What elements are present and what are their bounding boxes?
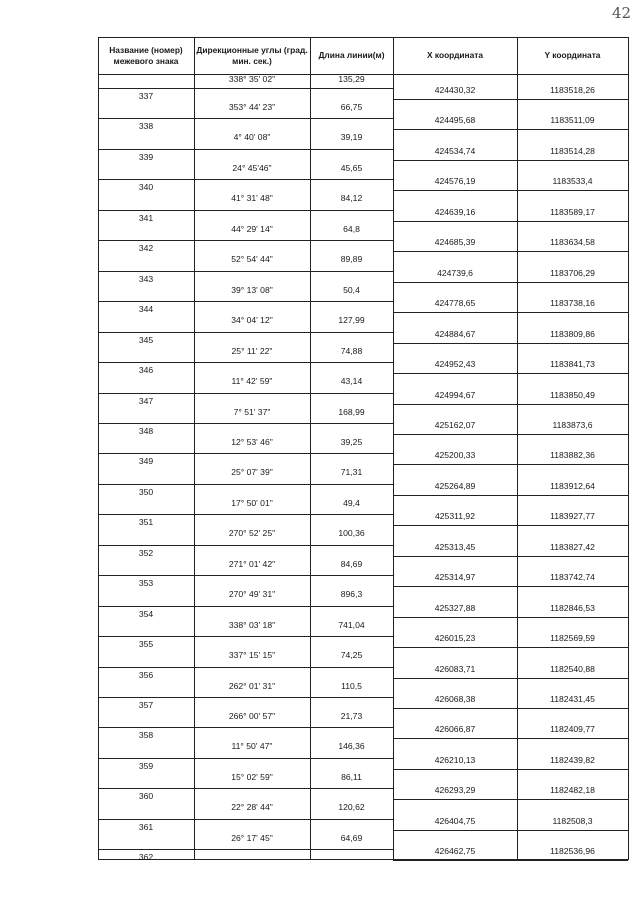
table-row-line [393,708,628,709]
x-coordinate-cell: 424884,67 [434,328,476,339]
x-coordinate-cell: 425313,45 [434,541,476,552]
y-coordinate-cell: 1183850,49 [550,389,595,400]
y-coordinate-cell: 1182536,96 [550,846,595,857]
angle-cell: 15° 02' 59" [231,771,273,782]
table-row-line [98,179,393,180]
first-segment-angle: 338° 35' 02" [228,74,276,84]
first-segment-length: 135,29 [338,74,365,84]
y-coordinate-cell: 1183589,17 [550,206,595,217]
table-row-line [98,636,393,637]
length-cell: 50,4 [343,284,360,295]
length-cell: 146,36 [338,741,365,752]
y-coordinate-cell: 1183809,86 [550,328,595,339]
x-coordinate-cell: 425200,33 [434,450,476,461]
table-row-line [98,210,393,211]
table-column-line [310,37,311,860]
marker-cell: 340 [138,182,154,193]
length-cell: 100,36 [338,528,365,539]
page-number: 42 [612,4,632,22]
table-row-line [98,301,393,302]
table-row-line [393,830,628,831]
angle-cell: 24° 45'46" [232,162,272,173]
table-row-line [393,495,628,496]
y-coordinate-cell: 1182439,82 [550,754,595,765]
angle-cell: 25° 11' 22" [231,345,273,356]
table-row-line [98,271,393,272]
length-cell: 74,25 [340,650,363,661]
y-coordinate-cell: 1182569,59 [550,633,595,644]
angle-cell: 7° 51' 37" [233,406,271,417]
y-coordinate-cell: 1183518,26 [550,85,595,95]
table-row-line [98,118,393,119]
y-coordinate-cell: 1183706,29 [550,267,595,278]
table-row-line [98,606,393,607]
x-coordinate-cell: 424576,19 [434,176,476,187]
length-cell: 84,69 [340,558,363,569]
table-row-line [393,556,628,557]
angle-cell: 11° 50' 47" [231,741,273,752]
marker-cell: 358 [138,730,154,741]
x-coordinate-cell: 426462,75 [434,846,476,857]
x-coordinate-cell: 424430,32 [434,85,476,95]
marker-cell: 350 [138,486,154,497]
x-coordinate-cell: 426015,23 [434,633,476,644]
angle-cell: 11° 42' 59" [231,376,273,387]
x-coordinate-cell: 426083,71 [434,663,476,674]
table-row-line [393,404,628,405]
angle-cell: 337° 15' 15" [228,650,276,661]
length-cell: 21,73 [340,711,363,721]
table-row-line [393,434,628,435]
y-coordinate-cell: 1183533,4 [552,176,593,187]
angle-cell: 353° 44' 23" [228,102,276,112]
marker-cell: 348 [138,425,154,436]
angle-cell: 41° 31' 48" [231,193,273,204]
angle-cell: 17° 50' 01" [231,497,273,508]
table-row-line [98,545,393,546]
x-coordinate-cell: 426068,38 [434,694,476,704]
x-coordinate-cell: 425311,92 [435,511,475,522]
table-row-line [98,332,393,333]
y-coordinate-cell: 1182409,77 [550,724,595,735]
marker-cell: 356 [138,669,154,680]
table-row-line [98,37,628,38]
table-row-line [393,617,628,618]
header-x: X координата [426,50,484,60]
marker-cell: 351 [138,517,154,528]
table-row-line [393,373,628,374]
table-row-line [98,849,393,850]
length-cell: 120,62 [338,802,365,813]
angle-cell: 266° 00' 57" [228,711,276,721]
angle-cell: 262° 01' 31" [228,680,276,691]
marker-cell: 338 [138,121,154,132]
header-y: Y координата [544,50,601,60]
y-coordinate-cell: 1183738,16 [550,298,595,309]
table-row-line [393,586,628,587]
marker-cell: 361 [138,821,154,832]
length-cell: 39,25 [340,436,363,447]
angle-cell: 44° 29' 14" [231,223,273,234]
angle-cell: 34° 04' 12" [231,315,273,326]
length-cell: 896,3 [340,589,363,600]
table-row-line [98,453,393,454]
table-row-line [393,343,628,344]
marker-cell: 352 [138,547,154,558]
x-coordinate-cell: 426066,87 [434,724,476,735]
length-cell: 64,69 [340,832,363,843]
length-cell: 110,5 [341,680,362,691]
y-coordinate-cell: 1182431,45 [550,694,595,704]
table-row-line [98,423,393,424]
y-coordinate-cell: 1183634,58 [550,237,595,248]
x-coordinate-cell: 424685,39 [434,237,476,248]
y-coordinate-cell: 1183841,73 [550,359,595,370]
table-row-line [98,819,393,820]
angle-cell: 270° 52' 25" [228,528,276,539]
table-row-line [393,860,628,861]
length-cell: 64,8 [343,223,360,234]
length-cell: 45,65 [340,162,363,173]
angle-cell: 4° 40' 08" [233,132,271,143]
table-row-line [393,99,628,100]
y-coordinate-cell: 1183882,36 [550,450,595,461]
marker-cell: 349 [138,456,154,467]
table-row-line [393,769,628,770]
length-cell: 43,14 [340,376,363,387]
marker-cell: 339 [138,151,154,162]
table-row-line [98,575,393,576]
angle-cell: 26° 17' 45" [231,832,273,843]
y-coordinate-cell: 1183511,09 [550,115,595,126]
marker-cell: 345 [138,334,154,345]
length-cell: 71,31 [340,467,363,478]
table-column-line [194,37,195,860]
table-row-line [393,525,628,526]
y-coordinate-cell: 1182508,3 [552,815,593,826]
angle-cell: 270° 49' 31" [228,589,276,600]
table-row-line [98,697,393,698]
angle-cell: 22° 28' 44" [231,802,273,813]
x-coordinate-cell: 424534,74 [434,145,476,156]
table-row-line [98,667,393,668]
table-row-line [393,251,628,252]
marker-cell: 343 [138,273,154,284]
table-row-line [98,240,393,241]
y-coordinate-cell: 1183742,74 [550,572,595,583]
table-row-line [393,799,628,800]
header-length: Длина линии(м) [318,50,385,60]
table-row-line [98,758,393,759]
table-row-line [393,282,628,283]
table-row-line [393,129,628,130]
table-row-line [98,788,393,789]
y-coordinate-cell: 1183912,64 [550,480,595,491]
angle-cell: 271° 01' 42" [228,558,276,569]
marker-cell: 344 [138,304,154,315]
angle-cell: 52° 54' 44" [231,254,273,265]
marker-cell: 355 [138,639,154,650]
angle-cell: 25° 07' 39" [231,467,273,478]
table-row-line [98,88,393,89]
marker-cell: 362 [138,852,154,863]
table-row-line [393,221,628,222]
angle-cell: 338° 03' 18" [228,619,276,630]
x-coordinate-cell: 424994,67 [434,389,476,400]
x-coordinate-cell: 426210,13 [434,754,476,765]
length-cell: 168,99 [338,406,365,417]
header-angle: Дирекционные углы (град. мин. сек.) [196,44,308,66]
x-coordinate-cell: 424739,6 [437,267,473,278]
marker-cell: 353 [138,578,154,589]
y-coordinate-cell: 1183927,77 [550,511,595,522]
x-coordinate-cell: 426293,29 [434,785,476,796]
y-coordinate-cell: 1182540,88 [550,663,595,674]
marker-cell: 354 [138,608,154,619]
y-coordinate-cell: 1182846,53 [550,602,595,613]
x-coordinate-cell: 424778,65 [434,298,476,309]
table-row-line [98,393,393,394]
y-coordinate-cell: 1182482,18 [550,785,595,796]
length-cell: 66,75 [340,102,363,112]
length-cell: 89,89 [340,254,363,265]
x-coordinate-cell: 425162,07 [434,419,476,430]
x-coordinate-cell: 424495,68 [434,115,476,126]
table-row-line [98,727,393,728]
table-row-line [98,74,628,75]
table-row-line [393,738,628,739]
marker-cell: 346 [138,365,154,376]
header-marker: Название (номер) межевого знака [109,44,183,66]
marker-cell: 347 [138,395,154,406]
y-coordinate-cell: 1183514,28 [550,145,595,156]
length-cell: 84,12 [340,193,363,204]
marker-cell: 342 [138,243,154,254]
marker-cell: 360 [138,791,154,802]
y-coordinate-cell: 1183873,6 [552,419,593,430]
marker-cell: 357 [138,700,154,710]
y-coordinate-cell: 1183827,42 [550,541,595,552]
length-cell: 741,04 [338,619,365,630]
length-cell: 86,11 [341,771,362,782]
table-column-line [628,37,629,860]
table-row-line [393,647,628,648]
length-cell: 49,4 [343,497,360,508]
boundary-coordinates-table [98,37,628,863]
length-cell: 39,19 [340,132,363,143]
table-row-line [98,149,393,150]
marker-cell: 359 [138,760,154,771]
table-row-line [98,362,393,363]
marker-cell: 341 [138,212,154,223]
angle-cell: 12° 53' 46" [231,436,273,447]
angle-cell: 39° 13' 08" [231,284,273,295]
x-coordinate-cell: 424639,16 [434,206,476,217]
table-row-line [393,312,628,313]
table-row-line [393,464,628,465]
table-row-line [98,514,393,515]
x-coordinate-cell: 425327,88 [434,602,476,613]
marker-cell: 337 [138,91,154,101]
length-cell: 127,99 [338,315,365,326]
table-row-line [98,484,393,485]
x-coordinate-cell: 425264,89 [434,480,476,491]
table-row-line [393,678,628,679]
x-coordinate-cell: 425314,97 [434,572,476,583]
length-cell: 74,88 [340,345,363,356]
table-row-line [393,190,628,191]
x-coordinate-cell: 426404,75 [434,815,476,826]
table-row-line [393,160,628,161]
x-coordinate-cell: 424952,43 [434,359,476,370]
